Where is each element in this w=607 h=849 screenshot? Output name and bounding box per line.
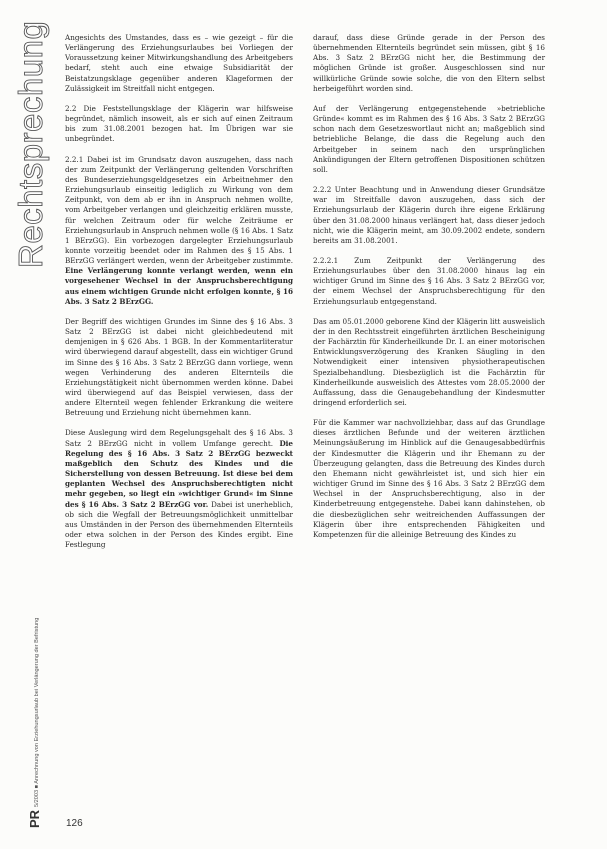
paragraph: 2.2 Die Feststellungsklage der Klägerin war hilfsweise begründet, nämlich insoweit, als er sich auf einen Zeitraum bis zum 31.08.2001 bezogen hat. Im Übrigen war sie unbegründet. xyxy=(65,103,293,144)
section-title xyxy=(6,20,50,270)
paragraph xyxy=(65,155,293,307)
paragraph-bold-text: Eine Verlängerung konnte verlangt werden, wenn ein vorgesehener Wechsel in der Anspruchsberechtigung aus einem wichtigen Grunde nicht erfolgen konnte, § 16 Abs. 3 Satz 2 BErzGG. xyxy=(65,266,293,306)
paragraph: Für die Kammer war nachvollziehbar, dass auf das Grundlage dieses ärztlichen Befunde und der weiteren ärztlichen Meinungsäußerung im Hinblick auf die Genaugesabbedürfnis der Kindesmutter die Klägerin und ihr Ehemann zu der Überzeugung gelangten, dass die Betreuung des Kindes durch den Ehemann nicht gewährleistet ist, und sich hier ein wichtiger Grund im Sinne des § 16 Abs. 3 Satz 2 BErzGG dem Wechsel in der Anspruchsberechtigung, also in der Kinderbetreuung entgegenstehe. Dabei kann dahinstehen, ob die diesbezüglichen sehr weitreichenden Auffassungen der Klägerin über ihre entsprechenden Fähigkeiten und Kompetenzen für die alleinige Betreuung des Kindes zu xyxy=(313,418,545,539)
right-column xyxy=(313,33,545,550)
running-head-text: 5/2003 ■ Anrechnung von Erziehungsurlaub bei Verlängerung der Befristung xyxy=(34,617,40,807)
paragraph-bold-text: Die Regelung des § 16 Abs. 3 Satz 2 BErzGG bezweckt maßgeblich den Schutz des Kindes und die Sicherstellung von dessen Betreuung. Ist diese bei dem geplanten Wechsel des Anspruchsberechtigten nicht mehr gegeben, so liegt ein »wichtiger Grund« im Sinne des § 16 Abs. 3 Satz 2 BErzGG vor. xyxy=(65,438,293,509)
paragraph: Der Begriff des wichtigen Grundes im Sinne des § 16 Abs. 3 Satz 2 BErzGG ist dabei nicht gleichbedeutend mit demjenigen in § 626 Abs. 1 BGB. In der Kommentarliteratur wird überwiegend darauf abgestellt, dass ein wichtiger Grund im Sinne des § 16 Abs. 3 Satz 2 BErzGG dann vorliege, wenn wegen Verhinderung des anderen Elternteils die Erziehungstätigkeit nicht übernommen werden könne. Dabei wird überwiegend auf das Beispiel verwiesen, dass der andere Elternteil wegen fehlender Erkrankung die weitere Betreuung und Erziehung nicht übernehmen kann. xyxy=(65,316,293,418)
section-title-text: Rechtsprechung xyxy=(12,20,49,268)
left-column xyxy=(65,33,293,560)
running-head xyxy=(26,435,42,830)
paragraph: Angesichts des Umstandes, dass es – wie gezeigt – für die Verlängerung des Erziehungsurlaubes bei Vorliegen der Voraussetzung keiner Mitwirkungshandlung des Arbeitgebers bedarf, steht auch eine etwaige Subsidiarität der Beistatzungsklage gegenüber anderen Klageformen der Zulässigkeit im Streitfall nicht entgegen. xyxy=(65,33,293,93)
paragraph-text: Diese Auslegung wird dem Regelungsgehalt des § 16 Abs. 3 Satz 2 BErzGG nicht in vollem Umfange gerecht. xyxy=(65,428,293,448)
journal-mark: PR xyxy=(27,809,42,828)
paragraph-text: 2.2.1 Dabei ist im Grundsatz davon auszugehen, dass nach der zum Zeitpunkt der Verlängerung geltenden Vorschriften des Bundeserziehungsgeldgesetzes ein Arbeitnehmer den Erziehungsurlaub einseitig lediglich zu Wirkung von dem Zeitpunkt, von dem ab er ihn in Anspruch nehmen wollte, vom Arbeitgeber verlangen und gleichzeitig erklären musste, für welchen Zeitraum oder für welche Zeiträume er Erziehungsurlaub in Anspruch nehmen wolle (§ 16 Abs. 1 Satz 1 BErzGG). Ein vorbezogen dargelegter Erziehungsurlaub konnte vorzeitig beendet oder im Rahmen des § 15 Abs. 1 BErzGG verlängert werden, wenn der Arbeitgeber zustimmte. xyxy=(65,154,293,266)
paragraph: 2.2.2 Unter Beachtung und in Anwendung dieser Grundsätze war im Streitfalle davon auszugehen, dass sich der Erziehungsurlaub der Klägerin durch ihre eigene Erklärung über den 31.08.2000 hinaus verlängert hat, dass dieser jedoch nicht, wie die Klägerin meint, am 30.09.2002 endete, sondern bereits am 31.08.2001. xyxy=(313,185,545,245)
paragraph: Auf der Verlängerung entgegenstehende »betriebliche Gründe« kommt es im Rahmen des § 16 Abs. 3 Satz 2 BErzGG schon nach dem Gesetzeswortlaut nicht an; maßgeblich sind betriebliche Belange, die dass die Regelung auch den Arbeitgeber in seinem nach den ursprünglichen Ankündigungen der Eltern getroffenen Dispositionen schützen soll. xyxy=(313,103,545,174)
paragraph xyxy=(65,428,293,550)
paragraph-text: Dabei ist unerheblich, ob sich die Wegfall der Betreuungsmöglichkeit unmittelbar aus Umständen in der Person des übernehmenden Elternteils oder etwa solchen in der Person des Kindes ergibt. Eine Festlegung xyxy=(65,499,294,550)
paragraph: Das am 05.01.2000 geborene Kind der Klägerin litt ausweislich der in den Rechtsstreit eingeführten ärztlichen Bescheinigung der Fachärztin für Kinderheilkunde Dr. I. an einer motorischen Entwicklungsverzögerung des Kranken Säugling in den Notwendigkeit einer intensiven physiotherapeutischen Spezialbehandlung. Diesbezüglich ist die Fachärztin für Kinderheilkunde ausweislich des Attestes vom 28.05.2000 der Auffassung, dass die Genaugebehandlung der Kindesmutter dringend erforderlich sei. xyxy=(313,316,545,407)
page-number: 126 xyxy=(66,818,83,829)
paragraph: darauf, dass diese Gründe gerade in der Person des übernehmenden Elternteils begründet sein müssen, gibt § 16 Abs. 3 Satz 2 BErzGG nicht her, die Bestimmung der möglichen Gründe ist großer. Ausgeschlossen sind nur willkürliche Gründe sowie solche, die von den Eltern selbst herbeigeführt worden sind. xyxy=(313,33,545,93)
paragraph: 2.2.2.1 Zum Zeitpunkt der Verlängerung des Erziehungsurlaubes über den 31.08.2000 hinaus lag ein wichtiger Grund im Sinne des § 16 Abs. 3 Satz 2 BErzGG vor, der einem Wechsel der Anspruchsberechtigung für den Erziehungsurlaub entgegenstand. xyxy=(313,255,545,306)
